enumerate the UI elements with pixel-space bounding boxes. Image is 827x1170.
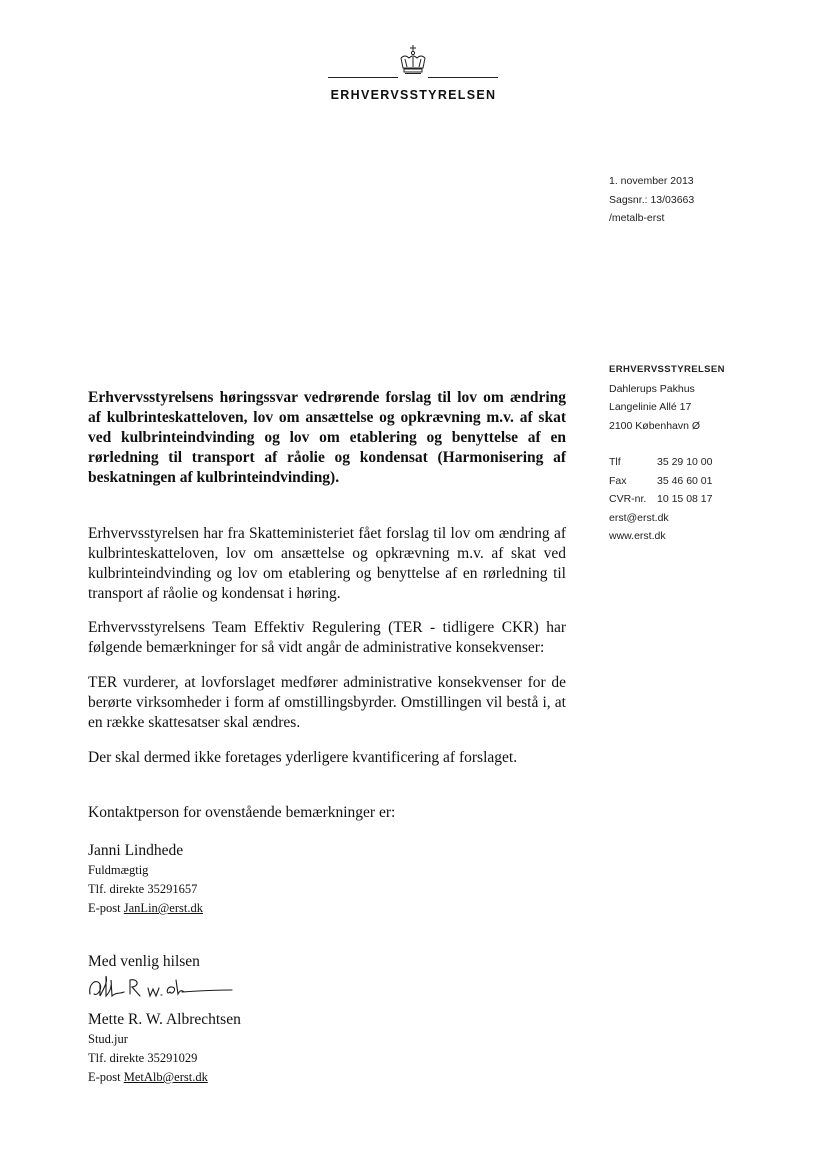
letterhead-org-name: ERHVERVSSTYRELSEN bbox=[330, 88, 497, 102]
signatory-block bbox=[88, 1010, 241, 1087]
body-paragraph: Der skal dermed ikke foretages yderligere kvantificering af forslaget. bbox=[88, 749, 518, 766]
letter-date: 1. november 2013 bbox=[609, 175, 694, 187]
contact-row-phone bbox=[609, 453, 725, 472]
contact-person-block bbox=[88, 841, 203, 918]
case-number: Sagsnr.: 13/03663 bbox=[609, 193, 695, 206]
contact-label: CVR-nr. bbox=[609, 493, 647, 505]
closing-greeting: Med venlig hilsen bbox=[88, 953, 200, 970]
contact-value: 35 29 10 00 bbox=[657, 456, 713, 468]
contact-row-fax bbox=[609, 472, 725, 491]
body-paragraph: TER vurderer, at lovforslaget medfører administrative konsekvenser for de berørte virksomheder i form af omstillingsbyrder. Omstillingen vil bestå i, at en række skattesatser skal ændres. bbox=[88, 674, 566, 731]
address-line: Dahlerups Pakhus bbox=[609, 382, 695, 395]
signatory-title: Stud.jur bbox=[88, 1032, 128, 1046]
letterhead-rule-right bbox=[428, 77, 498, 78]
contact-intro: Kontaktperson for ovenstående bemærkninger er: bbox=[88, 804, 396, 821]
contact-person-title: Fuldmægtig bbox=[88, 863, 149, 877]
contact-label: Fax bbox=[609, 474, 627, 487]
crown-logo-icon bbox=[395, 44, 431, 76]
contact-person-email-link[interactable]: JanLin@erst.dk bbox=[123, 901, 203, 915]
address-line: 2100 København Ø bbox=[609, 419, 701, 432]
contact-row-cvr bbox=[609, 490, 725, 509]
reference-code: /metalb-erst bbox=[609, 212, 665, 224]
contact-value: 35 46 60 01 bbox=[657, 474, 713, 487]
letter-title: Erhvervsstyrelsens høringssvar vedrørende forslag til lov om ændring af kulbrinteskatteloven, lov om ansættelse og opkrævning m.v. af skat ved kulbrinteindvinding og lov om etablering og benyttelse af en rørledning til transport af råolie og kondensat (Harmonisering af beskatningen af kulbrinteindvinding). bbox=[88, 389, 566, 486]
sender-address-block bbox=[609, 361, 725, 546]
contact-value: 10 15 08 17 bbox=[657, 493, 713, 505]
signatory-name: Mette R. W. Albrechtsen bbox=[88, 1011, 241, 1028]
address-line: Langelinie Allé 17 bbox=[609, 401, 692, 413]
contact-person-phone: Tlf. direkte 35291657 bbox=[88, 882, 198, 896]
signatory-email-row bbox=[88, 1068, 241, 1087]
email-prefix: E-post bbox=[88, 1070, 121, 1084]
body-paragraph: Erhvervsstyrelsens Team Effektiv Regulering (TER - tidligere CKR) har følgende bemærkninger for så vidt angår de administrative konsekvenser: bbox=[88, 619, 566, 656]
sender-name: ERHVERVSSTYRELSEN bbox=[609, 364, 725, 375]
letterhead-rule-left bbox=[328, 77, 398, 78]
contact-person-email-row bbox=[88, 899, 203, 918]
signatory-email-link[interactable]: MetAlb@erst.dk bbox=[123, 1070, 208, 1084]
body-paragraph: Erhvervsstyrelsen har fra Skatteministeriet fået forslag til lov om ændring af kulbrinteskatteloven, lov om ansættelse og opkrævning m.v. af skat ved kulbrinteindvinding og lov om etablering og benyttelse af en rørledning til transport af råolie og kondensat i høring. bbox=[88, 525, 566, 602]
sender-website: www.erst.dk bbox=[609, 530, 666, 542]
contact-person-name: Janni Lindhede bbox=[88, 842, 184, 859]
email-prefix: E-post bbox=[88, 901, 121, 915]
sender-email: erst@erst.dk bbox=[609, 511, 669, 524]
signatory-phone: Tlf. direkte 35291029 bbox=[88, 1051, 198, 1065]
contact-label: Tlf bbox=[609, 456, 621, 468]
reference-block bbox=[609, 172, 694, 228]
handwritten-signature bbox=[86, 972, 236, 1006]
